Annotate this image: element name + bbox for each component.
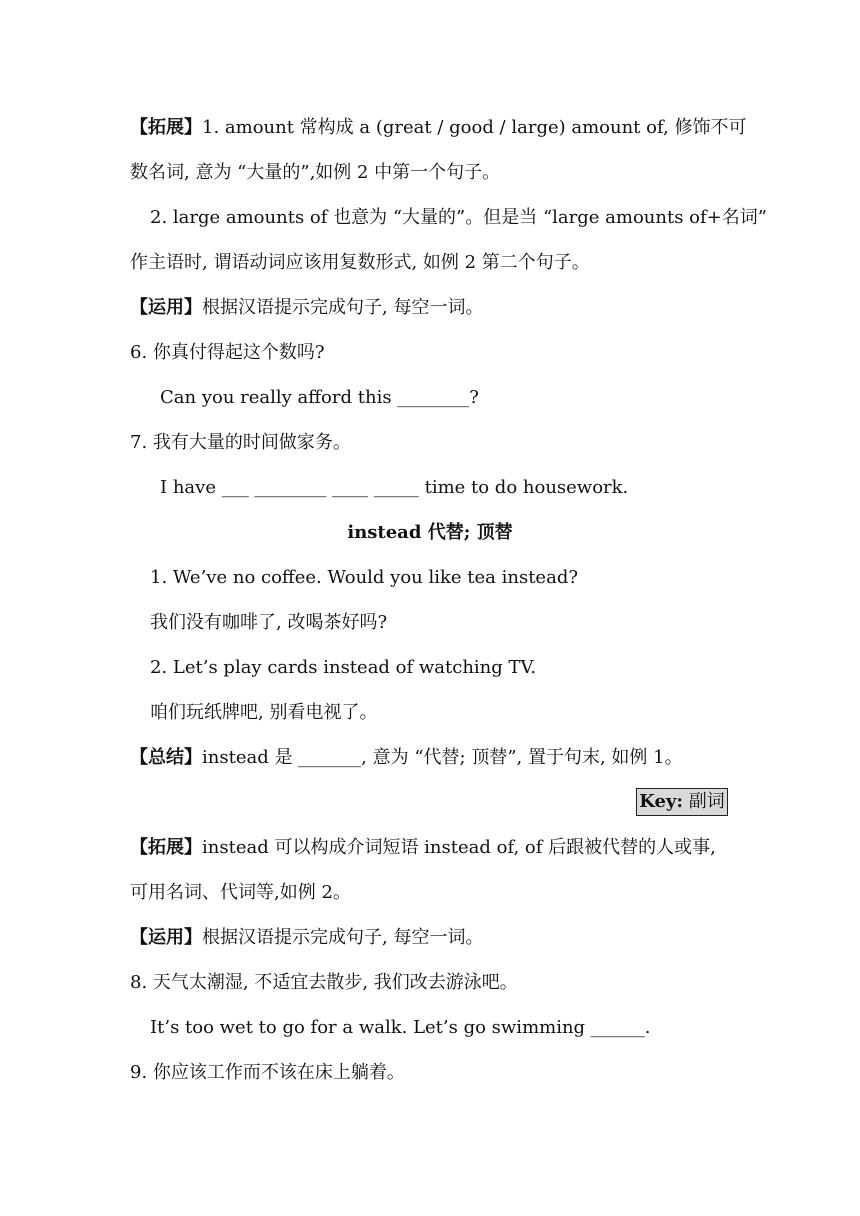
extension-1-line-2	[130, 161, 500, 185]
heading-text: instead 代替; 顶替	[347, 522, 513, 543]
line-text: 6. 你真付得起这个数吗?	[130, 342, 325, 363]
section-label: 【拓展】	[130, 117, 202, 138]
line-text: 咱们玩纸牌吧, 别看电视了。	[150, 702, 378, 723]
usage-2-instruction	[130, 926, 483, 950]
line-text: 根据汉语提示完成句子, 每空一词。	[202, 927, 484, 948]
section-label: 【拓展】	[130, 837, 202, 858]
question-7	[130, 431, 351, 455]
question-7-english	[160, 476, 628, 500]
line-text: I have ___ ________ ____ _____ time to do housework.	[160, 477, 629, 498]
question-6-english	[160, 386, 479, 410]
key-label: Key:	[639, 791, 684, 812]
line-text: 2. Let’s play cards instead of watching TV.	[150, 657, 537, 678]
extension-1-line-1	[130, 116, 746, 140]
example-1-english	[150, 566, 578, 590]
line-text: 9. 你应该工作而不该在床上躺着。	[130, 1062, 405, 1083]
line-text: Can you really afford this ________?	[160, 387, 479, 408]
example-1-chinese	[150, 611, 387, 635]
line-text: 根据汉语提示完成句子, 每空一词。	[202, 297, 484, 318]
line-text: It’s too wet to go for a walk. Let’s go swimming ______.	[150, 1017, 651, 1038]
line-text: 8. 天气太潮湿, 不适宜去散步, 我们改去游泳吧。	[130, 972, 518, 993]
line-text: instead 可以构成介词短语 instead of, of 后跟被代替的人或事,	[202, 837, 716, 858]
example-2-english	[150, 656, 536, 680]
section-heading	[0, 521, 860, 545]
question-6	[130, 341, 325, 365]
answer-key-box	[636, 788, 728, 816]
summary-line	[130, 746, 683, 770]
line-text: 我们没有咖啡了, 改喝茶好吗?	[150, 612, 388, 633]
extension-2-line-1	[150, 206, 767, 230]
usage-1-instruction	[130, 296, 483, 320]
question-9	[130, 1061, 405, 1085]
extension-2-line-2	[130, 251, 590, 275]
example-2-chinese	[150, 701, 377, 725]
section-label: 【总结】	[130, 747, 202, 768]
section-label: 【运用】	[130, 927, 202, 948]
question-8	[130, 971, 518, 995]
key-answer: 副词	[688, 791, 725, 812]
line-text: 作主语时, 谓语动词应该用复数形式, 如例 2 第二个句子。	[130, 252, 590, 273]
line-text: 2. large amounts of 也意为 “大量的”。但是当 “large amounts of+名词”	[150, 207, 767, 228]
line-text: 7. 我有大量的时间做家务。	[130, 432, 351, 453]
extension-3-line-2	[130, 881, 351, 905]
section-label: 【运用】	[130, 297, 202, 318]
line-text: 数名词, 意为 “大量的”,如例 2 中第一个句子。	[130, 162, 501, 183]
line-text: 可用名词、代词等,如例 2。	[130, 882, 351, 903]
line-text: 1. We’ve no coffee. Would you like tea instead?	[150, 567, 578, 588]
line-text: 1. amount 常构成 a (great / good / large) amount of, 修饰不可	[202, 117, 747, 138]
question-8-english	[150, 1016, 651, 1040]
extension-3-line-1	[130, 836, 716, 860]
line-text: instead 是 _______, 意为 “代替; 顶替”, 置于句末, 如例 1。	[202, 747, 683, 768]
